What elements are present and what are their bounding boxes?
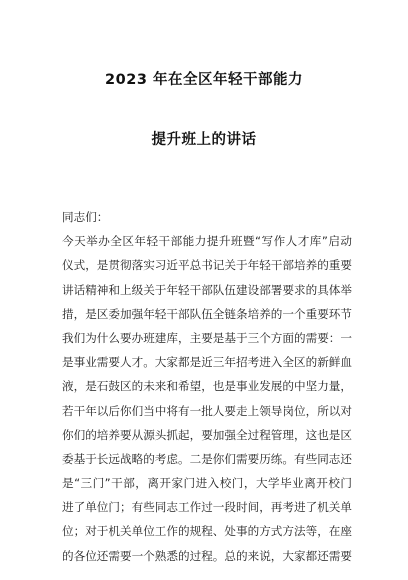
document-title-line-1: 2023 年在全区年轻干部能力 bbox=[105, 72, 303, 88]
body-line: 位；对于机关单位工作的规程、处事的方式方法等，在座 bbox=[62, 524, 352, 539]
body-line: 液，是石鼓区的未来和希望，也是事业发展的中坚力量， bbox=[62, 379, 352, 394]
body-line: 仪式，是贯彻落实习近平总书记关于年轻干部培养的重要 bbox=[62, 258, 352, 273]
body-line: 措，是区委加强年轻干部队伍全链条培养的一个重要环节 bbox=[62, 306, 352, 321]
body-line: 进了单位门；有些同志工作过一段时间，再考进了机关单 bbox=[62, 500, 352, 515]
body-line: 今天举办全区年轻干部能力提升班暨“写作人才库”启动 bbox=[62, 234, 352, 249]
body-line: 讲话精神和上级关于年轻干部队伍建设部署要求的具体举 bbox=[62, 282, 352, 297]
body-line: 委基于长远战略的考虑。二是你们需要历练。有些同志还 bbox=[62, 451, 352, 466]
body-line: 是“三门”干部，离开家门进入校门，大学毕业离开校门 bbox=[62, 476, 352, 491]
document-body bbox=[62, 205, 352, 568]
body-line: 若干年以后你们当中将有一批人要走上领导岗位，所以对 bbox=[62, 403, 352, 418]
salutation: 同志们： bbox=[62, 210, 109, 224]
body-line: 我们为什么要办班建库，主要是基于三个方面的需要：一 bbox=[62, 330, 352, 345]
body-line: 你们的培养要从源头抓起，要加强全过程管理，这也是区 bbox=[62, 427, 352, 442]
body-line: 是事业需要人才。大家都是近三年招考进入全区的新鲜血 bbox=[62, 355, 352, 370]
document-title-line-2: 提升班上的讲话 bbox=[151, 132, 257, 148]
body-line: 的各位还需要一个熟悉的过程。总的来说，大家都还需要 bbox=[62, 548, 352, 563]
